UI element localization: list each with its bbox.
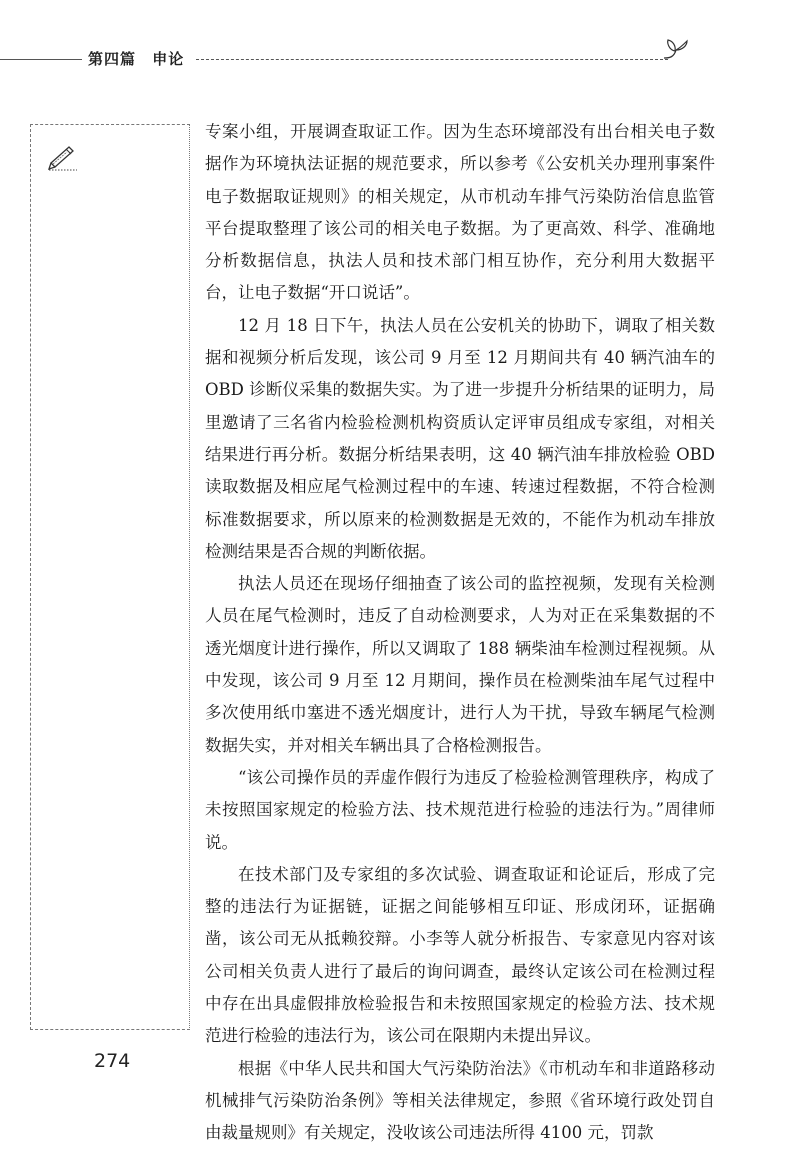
paragraph-4: “该公司操作员的弄虚作假行为违反了检验检测管理秩序，构成了未按照国家规定的检验方法、技术规范进行检验的违法行为。”周律师说。 <box>205 767 715 852</box>
sprout-icon <box>660 38 690 68</box>
header-title <box>88 48 184 69</box>
margin-note-box <box>30 124 190 1030</box>
body-text <box>205 116 715 1150</box>
paragraph-1: 专案小组，开展调查取证工作。因为生态环境部没有出台相关电子数据作为环境执法证据的规范要求，所以参考《公安机关办理刑事案件电子数据取证规则》的相关规定，从市机动车排气污染防治信息监管平台提取整理了该公司的相关电子数据。为了更高效、科学、准确地分析数据信息，执法人员和技术部门相互协作，充分利用大数据平台，让电子数据“开口说话”。 <box>205 122 715 303</box>
pencil-icon <box>47 143 79 175</box>
header-part: 第四篇 <box>88 50 137 68</box>
paragraph-3: 执法人员还在现场仔细抽查了该公司的监控视频，发现有关检测人员在尾气检测时，违反了自动检测要求，人为对正在采集数据的不透光烟度计进行操作，所以又调取了 188 辆柴油车检测过程视频。从中发现，该公司 9 月至 12 月期间，操作员在检测柴油车尾气过程中多次使用纸巾塞进不透光烟度计，进行人为干扰，导致车辆尾气检测数据失实，并对相关车辆出具了合格检测报告。 <box>205 574 715 755</box>
paragraph-5: 在技术部门及专家组的多次试验、调查取证和论证后，形成了完整的违法行为证据链，证据之间能够相互印证、形成闭环，证据确凿，该公司无从抵赖狡辩。小李等人就分析报告、专家意见内容对该公司相关负责人进行了最后的询问调查，最终认定该公司在检测过程中存在出具虚假排放检验报告和未按照国家规定的检验方法、技术规范进行检验的违法行为，该公司在限期内未提出异议。 <box>205 864 715 1046</box>
header-rule-right <box>196 59 668 60</box>
paragraph-6: 根据《中华人民共和国大气污染防治法》《市机动车和非道路移动机械排气污染防治条例》等相关法律规定，参照《省环境行政处罚自由裁量规则》有关规定，没收该公司违法所得 4100 元，罚款 <box>205 1058 715 1143</box>
page-number: 274 <box>94 1050 131 1072</box>
running-header <box>0 38 800 70</box>
header-rule-left <box>0 59 82 60</box>
header-section: 申论 <box>152 50 185 68</box>
paragraph-2: 12 月 18 日下午，执法人员在公安机关的协助下，调取了相关数据和视频分析后发现，该公司 9 月至 12 月期间共有 40 辆汽油车的 OBD 诊断仪采集的数据失实。为了进一步提升分析结果的证明力，局里邀请了三名省内检验检测机构资质认定评审员组成专家组，对相关结果进行再分析。数据分析结果表明，这 40 辆汽油车排放检验 OBD 读取数据及相应尾气检测过程中的车速、转速过程数据，不符合检测标准数据要求，所以原来的检测数据是无效的，不能作为机动车排放检测结果是否合规的判断依据。 <box>205 315 715 561</box>
